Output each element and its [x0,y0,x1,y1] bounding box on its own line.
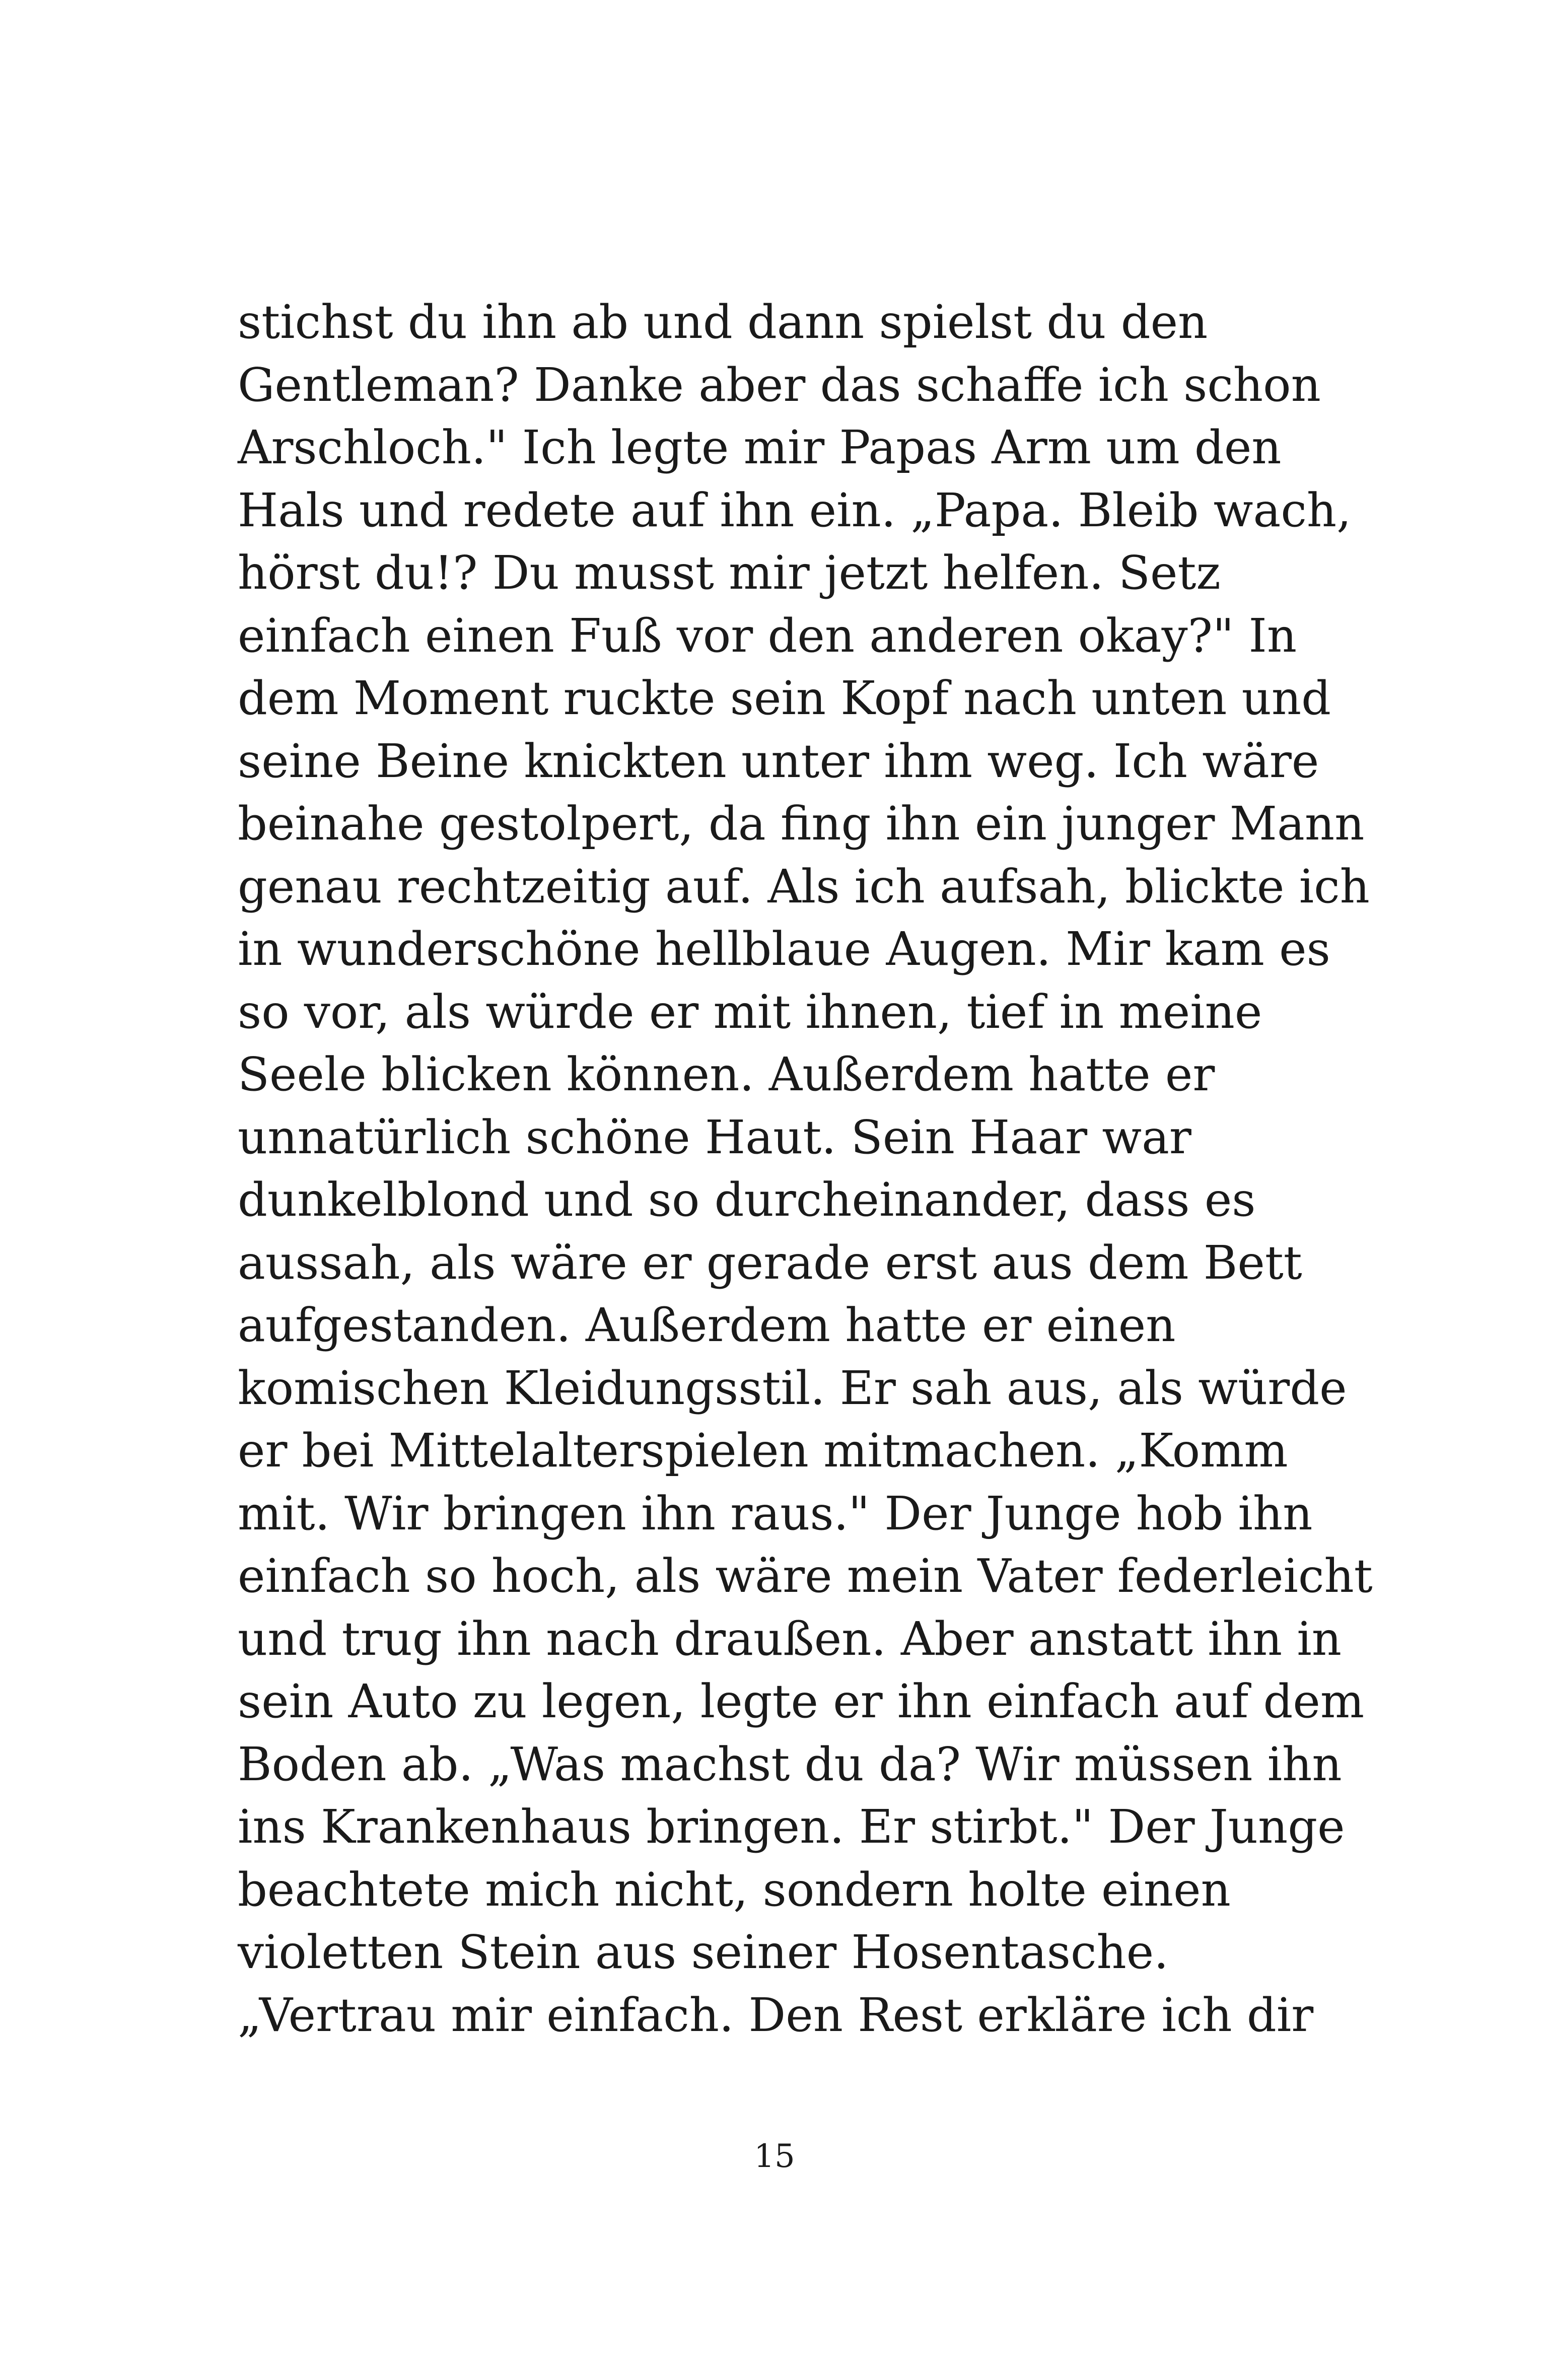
page-number: 15 [754,2138,795,2175]
text-line: aufgestanden. Außerdem hatte er einen [238,1298,1176,1352]
text-line: sein Auto zu legen, legte er ihn einfach auf dem [238,1674,1365,1728]
text-line: Boden ab. „Was machst du da? Wir müssen ihn [238,1737,1342,1791]
text-line: so vor, als würde er mit ihnen, tief in meine [238,985,1262,1039]
text-line: „Vertrau mir einfach. Den Rest erkläre ich dir [238,1988,1314,2042]
text-line: Arschloch." Ich legte mir Papas Arm um den [238,421,1282,474]
text-line: dunkelblond und so durcheinander, dass es [238,1173,1256,1227]
text-line: einfach so hoch, als wäre mein Vater federleicht [238,1549,1373,1603]
text-line: beinahe gestolpert, da fing ihn ein junger Mann [238,797,1365,851]
text-line: Gentleman? Danke aber das schaffe ich schon [238,358,1321,412]
text-line: violetten Stein aus seiner Hosentasche. [238,1925,1169,1979]
text-line: dem Moment ruckte sein Kopf nach unten und [238,671,1331,725]
text-line: hörst du!? Du musst mir jetzt helfen. Setz [238,546,1221,600]
text-line: genau rechtzeitig auf. Als ich aufsah, blickte ich [238,859,1370,914]
body-text [238,291,1373,2047]
text-line: und trug ihn nach draußen. Aber anstatt ihn in [238,1612,1342,1666]
text-line: komischen Kleidungsstil. Er sah aus, als würde [238,1361,1347,1415]
text-line: Hals und redete auf ihn ein. „Papa. Bleib wach, [238,483,1352,537]
text-line: beachtete mich nicht, sondern holte einen [238,1862,1231,1917]
text-line: er bei Mittelalterspielen mitmachen. „Komm [238,1424,1288,1478]
text-line: in wunderschöne hellblaue Augen. Mir kam es [238,922,1330,976]
text-line: stichst du ihn ab und dann spielst du den [238,295,1208,349]
text-line: Seele blicken können. Außerdem hatte er [238,1047,1215,1101]
text-line: seine Beine knickten unter ihm weg. Ich wäre [238,734,1319,788]
text-line: aussah, als wäre er gerade erst aus dem Bett [238,1235,1302,1290]
text-line: ins Krankenhaus bringen. Er stirbt." Der Junge [238,1800,1345,1854]
text-line: unnatürlich schöne Haut. Sein Haar war [238,1110,1191,1164]
text-line: einfach einen Fuß vor den anderen okay?" In [238,608,1297,663]
text-line: mit. Wir bringen ihn raus." Der Junge hob ihn [238,1486,1313,1541]
